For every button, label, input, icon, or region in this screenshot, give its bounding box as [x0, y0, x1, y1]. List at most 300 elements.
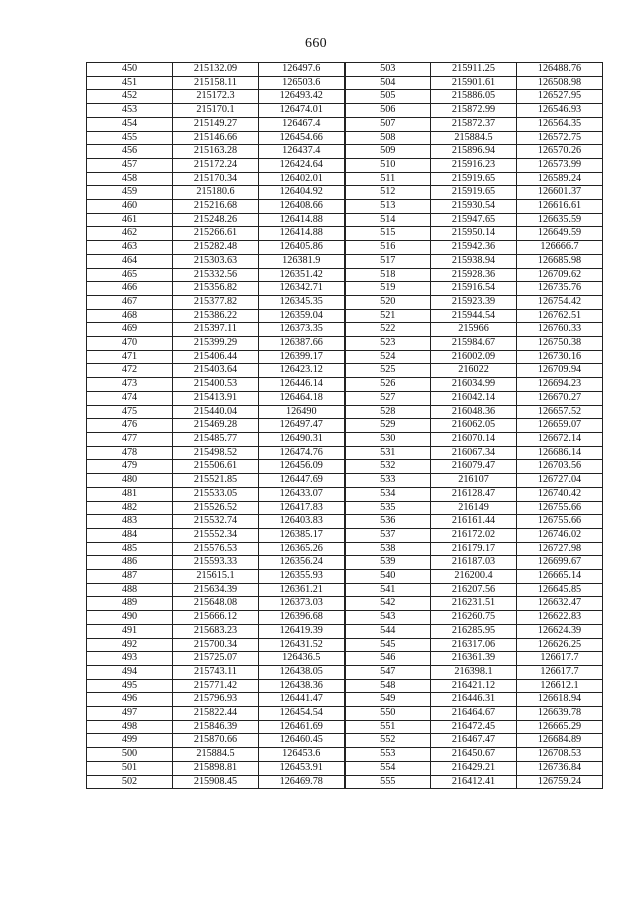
point-number-left-cell: 465 [87, 268, 173, 282]
point-number-right-cell: 547 [345, 665, 431, 679]
x-coordinate-right-cell: 215947.65 [431, 213, 517, 227]
point-number-right-cell: 504 [345, 76, 431, 90]
table-row [87, 104, 603, 118]
y-coordinate-left-cell: 126453.91 [259, 761, 345, 775]
point-number-right-cell: 525 [345, 364, 431, 378]
table-row [87, 90, 603, 104]
y-coordinate-left-cell: 126414.88 [259, 227, 345, 241]
y-coordinate-right-cell: 126616.61 [517, 200, 603, 214]
point-number-right-cell: 552 [345, 734, 431, 748]
table-row [87, 295, 603, 309]
point-number-right-cell: 519 [345, 282, 431, 296]
point-number-left-cell: 492 [87, 638, 173, 652]
table-row [87, 378, 603, 392]
y-coordinate-left-cell: 126417.83 [259, 501, 345, 515]
x-coordinate-right-cell: 216187.03 [431, 556, 517, 570]
y-coordinate-left-cell: 126437.4 [259, 145, 345, 159]
y-coordinate-left-cell: 126351.42 [259, 268, 345, 282]
table-row [87, 761, 603, 775]
y-coordinate-right-cell: 126624.39 [517, 624, 603, 638]
table-row [87, 597, 603, 611]
y-coordinate-left-cell: 126474.76 [259, 446, 345, 460]
x-coordinate-right-cell: 216042.14 [431, 391, 517, 405]
x-coordinate-left-cell: 215180.6 [173, 186, 259, 200]
point-number-right-cell: 521 [345, 309, 431, 323]
y-coordinate-right-cell: 126685.98 [517, 254, 603, 268]
table-row [87, 624, 603, 638]
x-coordinate-left-cell: 215406.44 [173, 350, 259, 364]
x-coordinate-left-cell: 215576.53 [173, 542, 259, 556]
x-coordinate-left-cell: 215908.45 [173, 775, 259, 789]
table-row [87, 172, 603, 186]
table-row [87, 693, 603, 707]
table-row [87, 419, 603, 433]
x-coordinate-left-cell: 215884.5 [173, 748, 259, 762]
x-coordinate-left-cell: 215170.1 [173, 104, 259, 118]
y-coordinate-left-cell: 126441.47 [259, 693, 345, 707]
table-row [87, 528, 603, 542]
x-coordinate-left-cell: 215593.33 [173, 556, 259, 570]
x-coordinate-right-cell: 216429.21 [431, 761, 517, 775]
x-coordinate-right-cell: 215942.36 [431, 241, 517, 255]
x-coordinate-right-cell: 216260.75 [431, 611, 517, 625]
point-number-right-cell: 555 [345, 775, 431, 789]
x-coordinate-left-cell: 215266.61 [173, 227, 259, 241]
coordinates-table-body [87, 63, 603, 789]
x-coordinate-right-cell: 215984.67 [431, 337, 517, 351]
x-coordinate-right-cell: 216467.47 [431, 734, 517, 748]
point-number-left-cell: 463 [87, 241, 173, 255]
x-coordinate-right-cell: 216128.47 [431, 487, 517, 501]
x-coordinate-right-cell: 216231.51 [431, 597, 517, 611]
point-number-left-cell: 480 [87, 474, 173, 488]
y-coordinate-left-cell: 126403.83 [259, 515, 345, 529]
table-row [87, 556, 603, 570]
x-coordinate-right-cell: 216048.36 [431, 405, 517, 419]
y-coordinate-left-cell: 126408.66 [259, 200, 345, 214]
x-coordinate-left-cell: 215666.12 [173, 611, 259, 625]
x-coordinate-left-cell: 215796.93 [173, 693, 259, 707]
x-coordinate-left-cell: 215163.28 [173, 145, 259, 159]
y-coordinate-right-cell: 126670.27 [517, 391, 603, 405]
x-coordinate-left-cell: 215399.29 [173, 337, 259, 351]
page-number: 660 [305, 36, 327, 51]
x-coordinate-left-cell: 215615.1 [173, 570, 259, 584]
x-coordinate-right-cell: 215872.99 [431, 104, 517, 118]
y-coordinate-left-cell: 126464.18 [259, 391, 345, 405]
point-number-left-cell: 499 [87, 734, 173, 748]
x-coordinate-right-cell: 216446.31 [431, 693, 517, 707]
point-number-left-cell: 455 [87, 131, 173, 145]
x-coordinate-right-cell: 216285.95 [431, 624, 517, 638]
point-number-left-cell: 453 [87, 104, 173, 118]
x-coordinate-right-cell: 216070.14 [431, 432, 517, 446]
point-number-right-cell: 528 [345, 405, 431, 419]
point-number-right-cell: 520 [345, 295, 431, 309]
y-coordinate-left-cell: 126438.36 [259, 679, 345, 693]
x-coordinate-right-cell: 215919.65 [431, 172, 517, 186]
table-row [87, 474, 603, 488]
point-number-right-cell: 535 [345, 501, 431, 515]
point-number-right-cell: 548 [345, 679, 431, 693]
x-coordinate-left-cell: 215149.27 [173, 117, 259, 131]
point-number-left-cell: 481 [87, 487, 173, 501]
table-row [87, 364, 603, 378]
table-row [87, 583, 603, 597]
point-number-left-cell: 468 [87, 309, 173, 323]
y-coordinate-left-cell: 126373.03 [259, 597, 345, 611]
y-coordinate-left-cell: 126423.12 [259, 364, 345, 378]
y-coordinate-left-cell: 126446.14 [259, 378, 345, 392]
y-coordinate-left-cell: 126345.35 [259, 295, 345, 309]
point-number-left-cell: 450 [87, 63, 173, 77]
point-number-right-cell: 526 [345, 378, 431, 392]
y-coordinate-left-cell: 126436.5 [259, 652, 345, 666]
y-coordinate-left-cell: 126355.93 [259, 570, 345, 584]
x-coordinate-left-cell: 215521.85 [173, 474, 259, 488]
point-number-left-cell: 469 [87, 323, 173, 337]
point-number-right-cell: 527 [345, 391, 431, 405]
point-number-left-cell: 451 [87, 76, 173, 90]
x-coordinate-left-cell: 215683.23 [173, 624, 259, 638]
y-coordinate-right-cell: 126649.59 [517, 227, 603, 241]
table-row [87, 734, 603, 748]
x-coordinate-left-cell: 215403.64 [173, 364, 259, 378]
x-coordinate-right-cell: 216067.34 [431, 446, 517, 460]
y-coordinate-right-cell: 126727.98 [517, 542, 603, 556]
y-coordinate-left-cell: 126497.6 [259, 63, 345, 77]
y-coordinate-right-cell: 126617.7 [517, 652, 603, 666]
point-number-left-cell: 472 [87, 364, 173, 378]
table-row [87, 213, 603, 227]
y-coordinate-left-cell: 126361.21 [259, 583, 345, 597]
y-coordinate-right-cell: 126617.7 [517, 665, 603, 679]
x-coordinate-left-cell: 215700.34 [173, 638, 259, 652]
y-coordinate-right-cell: 126694.23 [517, 378, 603, 392]
x-coordinate-left-cell: 215870.66 [173, 734, 259, 748]
y-coordinate-right-cell: 126622.83 [517, 611, 603, 625]
table-row [87, 432, 603, 446]
table-row [87, 391, 603, 405]
y-coordinate-right-cell: 126762.51 [517, 309, 603, 323]
x-coordinate-right-cell: 216107 [431, 474, 517, 488]
x-coordinate-left-cell: 215743.11 [173, 665, 259, 679]
point-number-left-cell: 460 [87, 200, 173, 214]
y-coordinate-right-cell: 126601.37 [517, 186, 603, 200]
point-number-right-cell: 554 [345, 761, 431, 775]
table-row [87, 652, 603, 666]
y-coordinate-right-cell: 126759.24 [517, 775, 603, 789]
x-coordinate-left-cell: 215356.82 [173, 282, 259, 296]
x-coordinate-left-cell: 215170.34 [173, 172, 259, 186]
x-coordinate-right-cell: 215928.36 [431, 268, 517, 282]
point-number-left-cell: 493 [87, 652, 173, 666]
point-number-right-cell: 514 [345, 213, 431, 227]
x-coordinate-left-cell: 215532.74 [173, 515, 259, 529]
point-number-right-cell: 531 [345, 446, 431, 460]
table-row [87, 76, 603, 90]
point-number-left-cell: 501 [87, 761, 173, 775]
x-coordinate-left-cell: 215146.66 [173, 131, 259, 145]
table-row [87, 542, 603, 556]
y-coordinate-left-cell: 126493.42 [259, 90, 345, 104]
table-row [87, 720, 603, 734]
x-coordinate-left-cell: 215172.3 [173, 90, 259, 104]
y-coordinate-left-cell: 126467.4 [259, 117, 345, 131]
point-number-left-cell: 462 [87, 227, 173, 241]
x-coordinate-left-cell: 215397.11 [173, 323, 259, 337]
point-number-left-cell: 487 [87, 570, 173, 584]
x-coordinate-left-cell: 215413.91 [173, 391, 259, 405]
point-number-left-cell: 459 [87, 186, 173, 200]
point-number-right-cell: 509 [345, 145, 431, 159]
y-coordinate-right-cell: 126665.14 [517, 570, 603, 584]
point-number-right-cell: 538 [345, 542, 431, 556]
table-row [87, 405, 603, 419]
y-coordinate-left-cell: 126396.68 [259, 611, 345, 625]
y-coordinate-left-cell: 126399.17 [259, 350, 345, 364]
point-number-left-cell: 471 [87, 350, 173, 364]
table-row [87, 282, 603, 296]
y-coordinate-left-cell: 126474.01 [259, 104, 345, 118]
y-coordinate-right-cell: 126635.59 [517, 213, 603, 227]
y-coordinate-right-cell: 126570.26 [517, 145, 603, 159]
x-coordinate-left-cell: 215172.24 [173, 158, 259, 172]
table-row [87, 186, 603, 200]
x-coordinate-left-cell: 215248.26 [173, 213, 259, 227]
y-coordinate-right-cell: 126760.33 [517, 323, 603, 337]
point-number-left-cell: 476 [87, 419, 173, 433]
x-coordinate-right-cell: 216200.4 [431, 570, 517, 584]
point-number-left-cell: 457 [87, 158, 173, 172]
x-coordinate-left-cell: 215506.61 [173, 460, 259, 474]
point-number-right-cell: 533 [345, 474, 431, 488]
y-coordinate-right-cell: 126686.14 [517, 446, 603, 460]
y-coordinate-right-cell: 126699.67 [517, 556, 603, 570]
point-number-right-cell: 503 [345, 63, 431, 77]
x-coordinate-right-cell: 215919.65 [431, 186, 517, 200]
x-coordinate-right-cell: 216398.1 [431, 665, 517, 679]
table-row [87, 460, 603, 474]
table-row [87, 63, 603, 77]
x-coordinate-right-cell: 216421.12 [431, 679, 517, 693]
y-coordinate-right-cell: 126754.42 [517, 295, 603, 309]
x-coordinate-right-cell: 215930.54 [431, 200, 517, 214]
x-coordinate-left-cell: 215377.82 [173, 295, 259, 309]
point-number-right-cell: 529 [345, 419, 431, 433]
point-number-right-cell: 550 [345, 707, 431, 721]
y-coordinate-left-cell: 126454.66 [259, 131, 345, 145]
point-number-left-cell: 475 [87, 405, 173, 419]
table-row [87, 241, 603, 255]
y-coordinate-right-cell: 126659.07 [517, 419, 603, 433]
x-coordinate-left-cell: 215533.05 [173, 487, 259, 501]
point-number-right-cell: 512 [345, 186, 431, 200]
point-number-right-cell: 534 [345, 487, 431, 501]
point-number-left-cell: 461 [87, 213, 173, 227]
x-coordinate-right-cell: 215950.14 [431, 227, 517, 241]
y-coordinate-right-cell: 126639.78 [517, 707, 603, 721]
point-number-right-cell: 515 [345, 227, 431, 241]
point-number-right-cell: 544 [345, 624, 431, 638]
coordinates-table [86, 62, 603, 789]
y-coordinate-left-cell: 126404.92 [259, 186, 345, 200]
y-coordinate-right-cell: 126708.53 [517, 748, 603, 762]
x-coordinate-left-cell: 215822.44 [173, 707, 259, 721]
table-row [87, 145, 603, 159]
point-number-left-cell: 486 [87, 556, 173, 570]
x-coordinate-right-cell: 215896.94 [431, 145, 517, 159]
y-coordinate-left-cell: 126460.45 [259, 734, 345, 748]
y-coordinate-right-cell: 126750.38 [517, 337, 603, 351]
table-row [87, 268, 603, 282]
point-number-left-cell: 482 [87, 501, 173, 515]
point-number-left-cell: 483 [87, 515, 173, 529]
point-number-left-cell: 479 [87, 460, 173, 474]
point-number-right-cell: 532 [345, 460, 431, 474]
x-coordinate-right-cell: 216161.44 [431, 515, 517, 529]
point-number-left-cell: 488 [87, 583, 173, 597]
x-coordinate-left-cell: 215440.04 [173, 405, 259, 419]
point-number-right-cell: 537 [345, 528, 431, 542]
point-number-left-cell: 458 [87, 172, 173, 186]
y-coordinate-right-cell: 126527.95 [517, 90, 603, 104]
table-row [87, 611, 603, 625]
point-number-right-cell: 510 [345, 158, 431, 172]
point-number-right-cell: 524 [345, 350, 431, 364]
y-coordinate-left-cell: 126359.04 [259, 309, 345, 323]
x-coordinate-left-cell: 215216.68 [173, 200, 259, 214]
point-number-left-cell: 470 [87, 337, 173, 351]
x-coordinate-right-cell: 215901.61 [431, 76, 517, 90]
x-coordinate-right-cell: 215911.25 [431, 63, 517, 77]
y-coordinate-right-cell: 126709.62 [517, 268, 603, 282]
y-coordinate-left-cell: 126365.26 [259, 542, 345, 556]
y-coordinate-left-cell: 126453.6 [259, 748, 345, 762]
table-row [87, 254, 603, 268]
point-number-right-cell: 545 [345, 638, 431, 652]
y-coordinate-left-cell: 126454.54 [259, 707, 345, 721]
y-coordinate-right-cell: 126632.47 [517, 597, 603, 611]
y-coordinate-left-cell: 126438.05 [259, 665, 345, 679]
table-row [87, 337, 603, 351]
y-coordinate-right-cell: 126618.94 [517, 693, 603, 707]
y-coordinate-right-cell: 126573.99 [517, 158, 603, 172]
point-number-right-cell: 536 [345, 515, 431, 529]
table-row [87, 570, 603, 584]
point-number-left-cell: 490 [87, 611, 173, 625]
y-coordinate-right-cell: 126546.93 [517, 104, 603, 118]
y-coordinate-right-cell: 126645.85 [517, 583, 603, 597]
point-number-right-cell: 517 [345, 254, 431, 268]
table-row [87, 748, 603, 762]
point-number-right-cell: 540 [345, 570, 431, 584]
y-coordinate-right-cell: 126735.76 [517, 282, 603, 296]
x-coordinate-right-cell: 215944.54 [431, 309, 517, 323]
y-coordinate-right-cell: 126572.75 [517, 131, 603, 145]
x-coordinate-left-cell: 215498.52 [173, 446, 259, 460]
y-coordinate-left-cell: 126414.88 [259, 213, 345, 227]
y-coordinate-left-cell: 126490 [259, 405, 345, 419]
point-number-right-cell: 523 [345, 337, 431, 351]
x-coordinate-left-cell: 215282.48 [173, 241, 259, 255]
point-number-left-cell: 497 [87, 707, 173, 721]
point-number-right-cell: 511 [345, 172, 431, 186]
y-coordinate-right-cell: 126657.52 [517, 405, 603, 419]
x-coordinate-right-cell: 215966 [431, 323, 517, 337]
y-coordinate-right-cell: 126755.66 [517, 515, 603, 529]
point-number-right-cell: 506 [345, 104, 431, 118]
point-number-left-cell: 502 [87, 775, 173, 789]
point-number-right-cell: 546 [345, 652, 431, 666]
y-coordinate-left-cell: 126385.17 [259, 528, 345, 542]
point-number-right-cell: 541 [345, 583, 431, 597]
point-number-left-cell: 474 [87, 391, 173, 405]
point-number-left-cell: 464 [87, 254, 173, 268]
table-row [87, 323, 603, 337]
x-coordinate-right-cell: 216002.09 [431, 350, 517, 364]
point-number-right-cell: 539 [345, 556, 431, 570]
y-coordinate-right-cell: 126589.24 [517, 172, 603, 186]
x-coordinate-right-cell: 215884.5 [431, 131, 517, 145]
x-coordinate-right-cell: 216179.17 [431, 542, 517, 556]
table-row [87, 775, 603, 789]
point-number-left-cell: 496 [87, 693, 173, 707]
table-row [87, 350, 603, 364]
y-coordinate-right-cell: 126736.84 [517, 761, 603, 775]
y-coordinate-left-cell: 126433.07 [259, 487, 345, 501]
y-coordinate-right-cell: 126665.29 [517, 720, 603, 734]
y-coordinate-right-cell: 126755.66 [517, 501, 603, 515]
x-coordinate-left-cell: 215846.39 [173, 720, 259, 734]
x-coordinate-right-cell: 216450.67 [431, 748, 517, 762]
y-coordinate-left-cell: 126405.86 [259, 241, 345, 255]
y-coordinate-left-cell: 126381.9 [259, 254, 345, 268]
y-coordinate-left-cell: 126356.24 [259, 556, 345, 570]
point-number-left-cell: 491 [87, 624, 173, 638]
y-coordinate-right-cell: 126508.98 [517, 76, 603, 90]
x-coordinate-left-cell: 215386.22 [173, 309, 259, 323]
table-row [87, 501, 603, 515]
table-row [87, 200, 603, 214]
y-coordinate-left-cell: 126424.64 [259, 158, 345, 172]
point-number-left-cell: 500 [87, 748, 173, 762]
y-coordinate-left-cell: 126419.39 [259, 624, 345, 638]
x-coordinate-right-cell: 216207.56 [431, 583, 517, 597]
y-coordinate-right-cell: 126564.35 [517, 117, 603, 131]
x-coordinate-left-cell: 215771.42 [173, 679, 259, 693]
point-number-left-cell: 452 [87, 90, 173, 104]
point-number-right-cell: 518 [345, 268, 431, 282]
y-coordinate-right-cell: 126740.42 [517, 487, 603, 501]
table-row [87, 158, 603, 172]
y-coordinate-left-cell: 126402.01 [259, 172, 345, 186]
point-number-right-cell: 543 [345, 611, 431, 625]
y-coordinate-left-cell: 126456.09 [259, 460, 345, 474]
point-number-right-cell: 505 [345, 90, 431, 104]
x-coordinate-right-cell: 215938.94 [431, 254, 517, 268]
x-coordinate-right-cell: 216172.02 [431, 528, 517, 542]
y-coordinate-left-cell: 126431.52 [259, 638, 345, 652]
point-number-left-cell: 456 [87, 145, 173, 159]
point-number-left-cell: 467 [87, 295, 173, 309]
x-coordinate-right-cell: 216062.05 [431, 419, 517, 433]
point-number-left-cell: 473 [87, 378, 173, 392]
x-coordinate-right-cell: 216472.45 [431, 720, 517, 734]
point-number-right-cell: 530 [345, 432, 431, 446]
x-coordinate-left-cell: 215725.07 [173, 652, 259, 666]
x-coordinate-left-cell: 215526.52 [173, 501, 259, 515]
